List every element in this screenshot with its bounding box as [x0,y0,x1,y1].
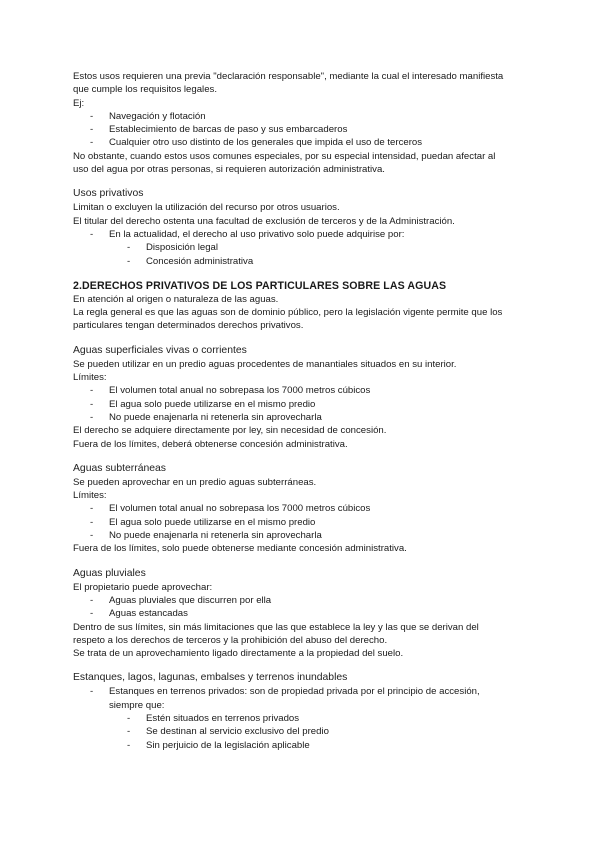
estanques-sublist [73,712,543,752]
heading-aguas-subterraneas: Aguas subterráneas [73,462,166,474]
paragraph-cont: particulares tengan determinados derechos privativos. [73,320,304,332]
paragraph: Fuera de los límites, deberá obtenerse concesión administrativa. [73,438,348,450]
list-item: - Aguas pluviales que discurren por ella [73,594,543,607]
list-item: - El agua solo puede utilizarse en el mismo predio [73,398,543,411]
heading-usos-privativos: Usos privativos [73,188,144,200]
sub-list-item: - Se destinan al servicio exclusivo del predio [73,725,543,738]
paragraph: El titular del derecho ostenta una facultad de exclusión de terceros y de la Administración. [73,215,455,227]
list-item: - Estanques en terrenos privados: son de propiedad privada por el principio de accesión, [73,685,543,698]
sub-list-item: - Estén situados en terrenos privados [73,712,543,725]
list-item: - En la actualidad, el derecho al uso privativo solo puede adquirise por: [73,228,543,241]
intro-paragraph: Estos usos requieren una previa "declaración responsable", mediante la cual el interesado manifiesta [73,71,504,82]
list-item: - No puede enajenarla ni retenerla sin aprovecharla [73,529,543,542]
list-item: - Aguas estancadas [73,607,543,620]
list-item: - El volumen total anual no sobrepasa los 7000 metros cúbicos [73,384,543,397]
limits-label: Límites: [73,372,107,384]
note-paragraph-cont: uso del agua por otras personas, si requieren autorización administrativa. [73,164,385,176]
example-list [73,110,543,150]
list-item-cont: siempre que: [109,699,165,711]
document-content [73,70,543,752]
heading-aguas-pluviales: Aguas pluviales [73,567,146,579]
privativos-list [73,228,543,241]
note-paragraph: No obstante, cuando estos usos comunes especiales, por su especial intensidad, puedan afectar al [73,150,496,162]
paragraph: Se pueden utilizar en un predio aguas procedentes de manantiales situados en su interior. [73,358,457,370]
sub-list-item: - Concesión administrativa [73,255,543,268]
list-item: - El agua solo puede utilizarse en el mismo predio [73,516,543,529]
limits-list [73,384,543,424]
intro-paragraph-cont: que cumple los requisitos legales. [73,84,217,96]
list-item: - Cualquier otro uso distinto de los generales que impida el uso de terceros [73,136,543,149]
paragraph: Dentro de sus límites, sin más limitaciones que las que establece la ley y las que se derivan del [73,621,479,633]
sub-list-item: - Sin perjuicio de la legislación aplicable [73,739,543,752]
list-item: - El volumen total anual no sobrepasa los 7000 metros cúbicos [73,502,543,515]
heading-estanques: Estanques, lagos, lagunas, embalses y terrenos inundables [73,672,348,684]
limits-label: Límites: [73,490,107,502]
section-title: 2.DERECHOS PRIVATIVOS DE LOS PARTICULARES SOBRE LAS AGUAS [73,279,447,292]
paragraph: En atención al origen o naturaleza de las aguas. [73,293,279,305]
list-item: - Navegación y flotación [73,110,543,123]
privativos-sublist [73,241,543,268]
paragraph: Se pueden aprovechar en un predio aguas subterráneas. [73,476,317,488]
example-label: Ej: [73,97,85,109]
sub-list-item: - Disposición legal [73,241,543,254]
paragraph: Fuera de los límites, solo puede obtenerse mediante concesión administrativa. [73,543,407,555]
paragraph-cont: respeto a los derechos de terceros y la prohibición del abuso del derecho. [73,634,388,646]
paragraph: El derecho se adquiere directamente por ley, sin necesidad de concesión. [73,425,387,437]
pluviales-list [73,594,543,621]
list-item: - Establecimiento de barcas de paso y sus embarcaderos [73,123,543,136]
estanques-list [73,685,543,698]
paragraph: La regla general es que las aguas son de dominio público, pero la legislación vigente permite que los [73,307,503,319]
heading-aguas-superficiales: Aguas superficiales vivas o corrientes [73,344,247,356]
paragraph: Se trata de un aprovechamiento ligado directamente a la propiedad del suelo. [73,648,404,660]
paragraph: Limitan o excluyen la utilización del recurso por otros usuarios. [73,202,340,214]
limits-list [73,502,543,542]
list-item: - No puede enajenarla ni retenerla sin aprovecharla [73,411,543,424]
paragraph: El propietario puede aprovechar: [73,581,213,593]
